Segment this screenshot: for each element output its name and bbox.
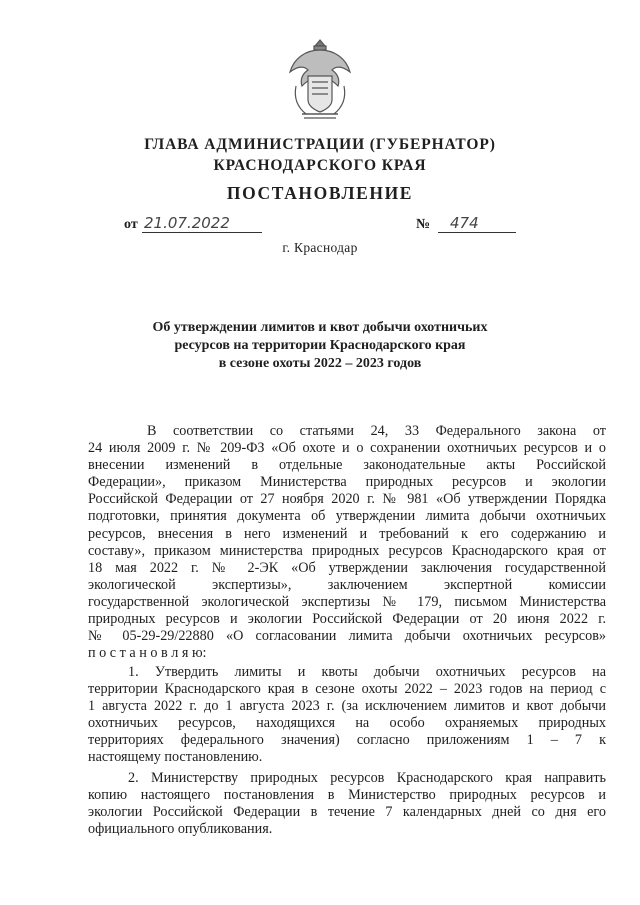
- paragraph-2-line: экологии Российской Федерации в течение 7 календарных дней со дня его: [88, 804, 606, 820]
- body-line: ресурсов, внесения в него изменений и требований к его содержанию и: [88, 526, 606, 542]
- paragraph-1-line: территориях федерального значения) согласно приложениям 1 – 7 к: [88, 732, 606, 748]
- number-label: №: [416, 217, 431, 232]
- body-line: 24 июля 2009 г. № 209-ФЗ «Об охоте и о сохранении охотничьих ресурсов и о: [88, 440, 606, 456]
- body-line: 18 мая 2022 г. № 2-ЭК «Об утверждении заключения государственной: [88, 560, 606, 576]
- body-line: экологической экспертизы», заключением экспертной комиссии: [88, 577, 606, 593]
- document-type: ПОСТАНОВЛЕНИЕ: [226, 183, 414, 203]
- document-title-line2: ресурсов на территории Краснодарского края: [174, 338, 466, 353]
- document-number: 474: [438, 214, 516, 233]
- body-line: внесении изменений в отдельные законодательные акты Российской: [88, 457, 606, 473]
- date-label: от: [124, 217, 138, 232]
- body-line: подготовки, принятия документа об утверждении лимита добычи охотничьих: [88, 508, 606, 524]
- paragraph-1-line: 1. Утвердить лимиты и квоты добычи охотничьих ресурсов на: [128, 664, 606, 680]
- document-date: 21.07.2022: [142, 214, 262, 233]
- paragraph-2-line: 2. Министерству природных ресурсов Краснодарского края направить: [128, 770, 606, 786]
- document-title-line1: Об утверждении лимитов и квот добычи охотничьих: [152, 320, 488, 335]
- body-line: В соответствии со статьями 24, 33 Федерального закона от: [147, 423, 606, 439]
- body-line: составу», приказом министерства природных ресурсов Краснодарского края от: [88, 543, 606, 559]
- authority-title-line1: ГЛАВА АДМИНИСТРАЦИИ (ГУБЕРНАТОР): [144, 136, 496, 153]
- coat-of-arms-icon: [284, 36, 356, 122]
- paragraph-1-line: охотничьих ресурсов, находящихся на особо охраняемых природных: [88, 715, 606, 731]
- resolution-word: п о с т а н о в л я ю:: [88, 645, 207, 661]
- paragraph-2-line: копию настоящего постановления в Министерство природных ресурсов и: [88, 787, 606, 803]
- body-line: государственной экологической экспертизы № 179, письмом Министерства: [88, 594, 606, 610]
- document-title-line3: в сезоне охоты 2022 – 2023 годов: [218, 356, 422, 371]
- paragraph-1-line: 1 августа 2022 г. до 1 августа 2023 г. (за исключением лимитов и квот добычи: [88, 698, 606, 714]
- document-city: г. Краснодар: [282, 240, 358, 255]
- authority-title-line2: КРАСНОДАРСКОГО КРАЯ: [213, 157, 427, 174]
- body-line: природных ресурсов и экологии Российской Федерации от 20 июня 2022 г.: [88, 611, 606, 627]
- body-line: Российской Федерации от 27 ноября 2020 г. № 981 «Об утверждении Порядка: [88, 491, 606, 507]
- body-line: Федерации», приказом Министерства природных ресурсов и экологии: [88, 474, 606, 490]
- paragraph-1-line: территории Краснодарского края в сезоне охоты 2022 – 2023 годов на период с: [88, 681, 606, 697]
- paragraph-2-line: официального опубликования.: [88, 821, 273, 837]
- body-line: № 05-29-29/22880 «О согласовании лимита добычи охотничьих ресурсов»: [88, 628, 606, 644]
- paragraph-1-line: настоящему постановлению.: [88, 749, 263, 765]
